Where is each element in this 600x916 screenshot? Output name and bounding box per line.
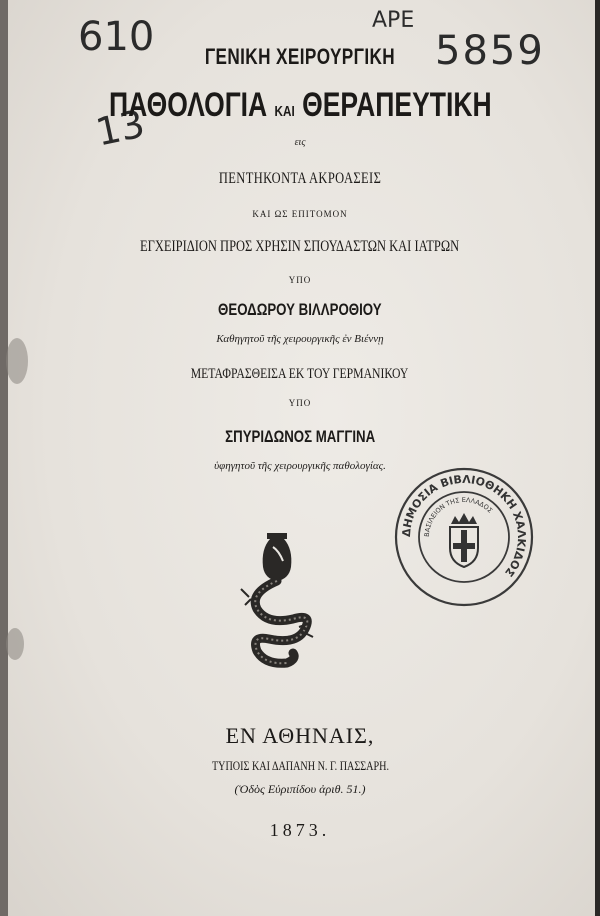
- author-role: Καθηγητοῦ τῆς χειρουργικῆς ἐν Βιέννῃ: [216, 333, 384, 345]
- coat-of-arms-icon: [450, 527, 478, 567]
- imprint-city: ΕΝ ΑΘΗΝΑΙΣ,: [225, 723, 375, 748]
- translator-role: ὑφηγητοῦ τῆς χειρουργικῆς παθολογίας.: [214, 460, 386, 472]
- imprint-printer-text: ΤΥΠΟΙΣ ΚΑΙ ΔΑΠΑΝΗ Ν. Γ. ΠΑΣΣΑΡΗ.: [211, 758, 389, 773]
- title-word-pathologia: ΠΑΘΟΛΟΓΙΑ: [108, 86, 267, 124]
- author-name-text: ΘΕΟΔΩΡΟΥ ΒΙΛΛΡΟΘΙΟΥ: [218, 300, 382, 319]
- title-line-1-text: ΓΕΝΙΚΗ ΧΕΙΡΟΥΡΓΙΚΗ: [204, 44, 396, 69]
- subtitle-epitome: ΚΑΙ ΩΣ ΕΠΙΤΟΜΟΝ: [252, 209, 348, 219]
- handwritten-accession-number: 5859: [435, 28, 545, 74]
- translator-by: ΥΠΟ: [288, 398, 312, 408]
- title-word-therapeutiki: ΘΕΡΑΠΕΥΤΙΚΗ: [301, 86, 492, 124]
- subtitle-lectures: [0, 170, 600, 188]
- library-stamp: [393, 466, 535, 608]
- stamp-outer-text: ΔΗΜΟΣΙΑ ΒΙΒΛΙΟΘΗΚΗ ΧΑΛΚΙΔΟΣ: [399, 472, 529, 580]
- title-conjunction: εις: [294, 137, 306, 148]
- title-line-2: [0, 86, 600, 125]
- author-name: [0, 300, 600, 320]
- asclepius-emblem-icon: [235, 527, 320, 672]
- imprint-year: 1873.: [269, 820, 331, 840]
- stamp-inner-text: ΒΑΣΙΛΕΙΟΝ ΤΗΣ ΕΛΛΑΔΟΣ: [422, 495, 494, 538]
- subtitle-handbook: [0, 238, 600, 256]
- handwritten-code: ΑΡΕ: [372, 8, 415, 33]
- handwritten-shelf-number: 610: [78, 14, 155, 60]
- author-by: ΥΠΟ: [288, 275, 312, 285]
- ink-stain: [6, 628, 24, 660]
- subtitle-handbook-text: ΕΓΧΕΙΡΙΔΙΟΝ ΠΡΟΣ ΧΡΗΣΙΝ ΣΠΟΥΔΑΣΤΩΝ ΚΑΙ ΙΑΤΡΩΝ: [140, 238, 460, 255]
- crown-icon: [451, 513, 477, 524]
- translation-note-text: ΜΕΤΑΦΡΑΣΘΕΙΣΑ ΕΚ ΤΟΥ ΓΕΡΜΑΝΙΚΟΥ: [191, 366, 409, 382]
- imprint-printer: [0, 758, 600, 774]
- translation-note: [0, 366, 600, 383]
- translator-name: [0, 427, 600, 447]
- subtitle-lectures-text: ΠΕΝΤΗΚΟΝΤΑ ΑΚΡΟΑΣΕΙΣ: [218, 170, 382, 187]
- title-line-1: [0, 44, 600, 70]
- translator-name-text: ΣΠΥΡΙΔΩΝΟΣ ΜΑΓΓΙΝΑ: [224, 427, 376, 446]
- title-word-kai: ΚΑΙ: [274, 103, 295, 120]
- imprint-address: (Ὁδὸς Εὐριπίδου ἀριθ. 51.): [234, 782, 366, 796]
- handwritten-mark: 13: [91, 101, 149, 155]
